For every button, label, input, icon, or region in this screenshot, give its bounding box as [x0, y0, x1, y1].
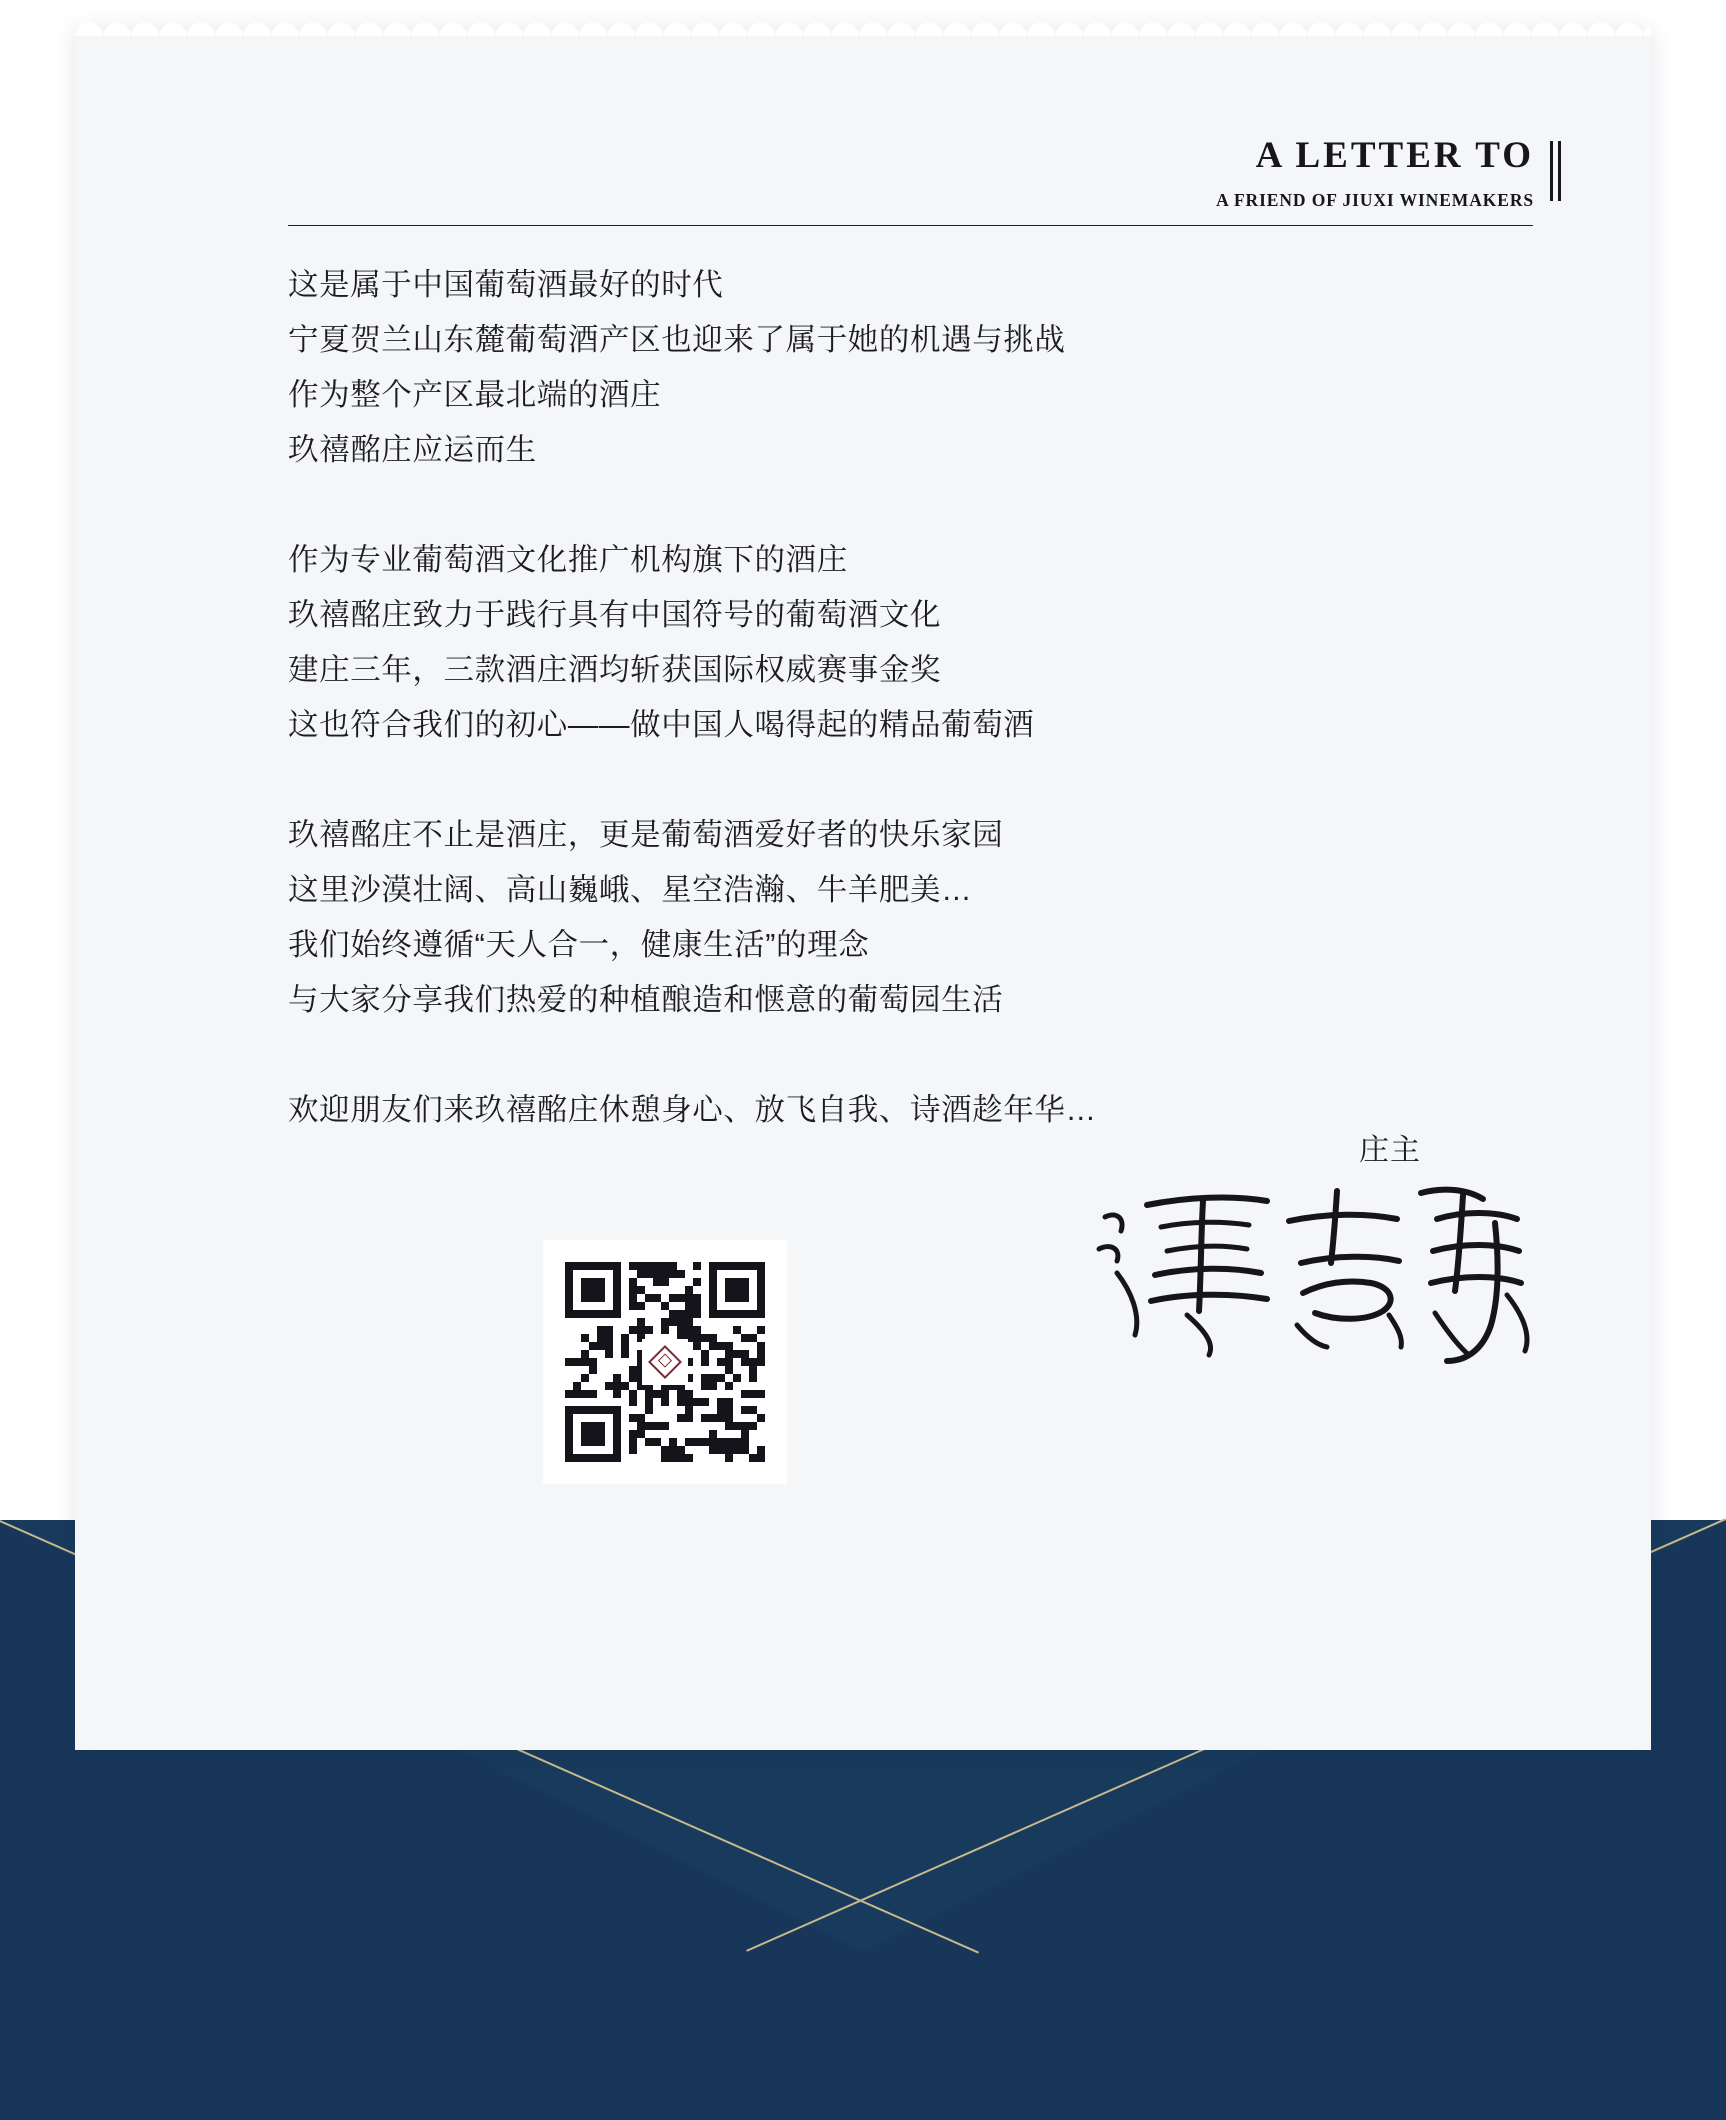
qr-code[interactable]	[543, 1240, 787, 1484]
letter-line: 玖禧酩庄致力于践行具有中国符号的葡萄酒文化	[288, 598, 942, 632]
letter-sheet	[75, 30, 1651, 1750]
page-title: A LETTER TO	[1255, 135, 1534, 176]
letter-body	[288, 258, 1548, 1138]
handwritten-signature	[1091, 1165, 1541, 1375]
letter-line: 建庄三年，三款酒庄酒均斩获国际权威赛事金奖	[288, 653, 942, 687]
letter-line: 宁夏贺兰山东麓葡萄酒产区也迎来了属于她的机遇与挑战	[288, 323, 1066, 357]
paragraph-2	[288, 533, 1548, 753]
signature-label: 庄主	[1359, 1134, 1421, 1167]
letter-line: 我们始终遵循“天人合一，健康生活”的理念	[288, 928, 870, 962]
paragraph-1	[288, 258, 1548, 478]
double-bar-ornament-icon	[1550, 135, 1561, 201]
letter-line: 玖禧酩庄不止是酒庄，更是葡萄酒爱好者的快乐家园	[288, 818, 1004, 852]
paragraph-3	[288, 808, 1548, 1028]
letter-top-scallop-edge	[75, 10, 1651, 36]
header-divider	[288, 225, 1533, 226]
letter-line: 这里沙漠壮阔、高山巍峨、星空浩瀚、牛羊肥美…	[288, 873, 973, 907]
letter-line: 这也符合我们的初心——做中国人喝得起的精品葡萄酒	[288, 708, 1035, 742]
letter-line: 这是属于中国葡萄酒最好的时代	[288, 268, 724, 302]
page-subtitle: A FRIEND OF JIUXI WINEMAKERS	[1216, 189, 1534, 210]
diamond-logo-icon	[642, 1339, 688, 1385]
letter-line: 欢迎朋友们来玖禧酩庄休憩身心、放飞自我、诗酒趁年华…	[288, 1093, 1097, 1127]
letter-line: 与大家分享我们热爱的种植酿造和惬意的葡萄园生活	[288, 983, 1004, 1017]
letter-header	[1216, 135, 1561, 211]
letter-line: 作为专业葡萄酒文化推广机构旗下的酒庄	[288, 543, 848, 577]
letter-line: 作为整个产区最北端的酒庄	[288, 378, 662, 412]
letter-line: 玖禧酩庄应运而生	[288, 433, 537, 467]
